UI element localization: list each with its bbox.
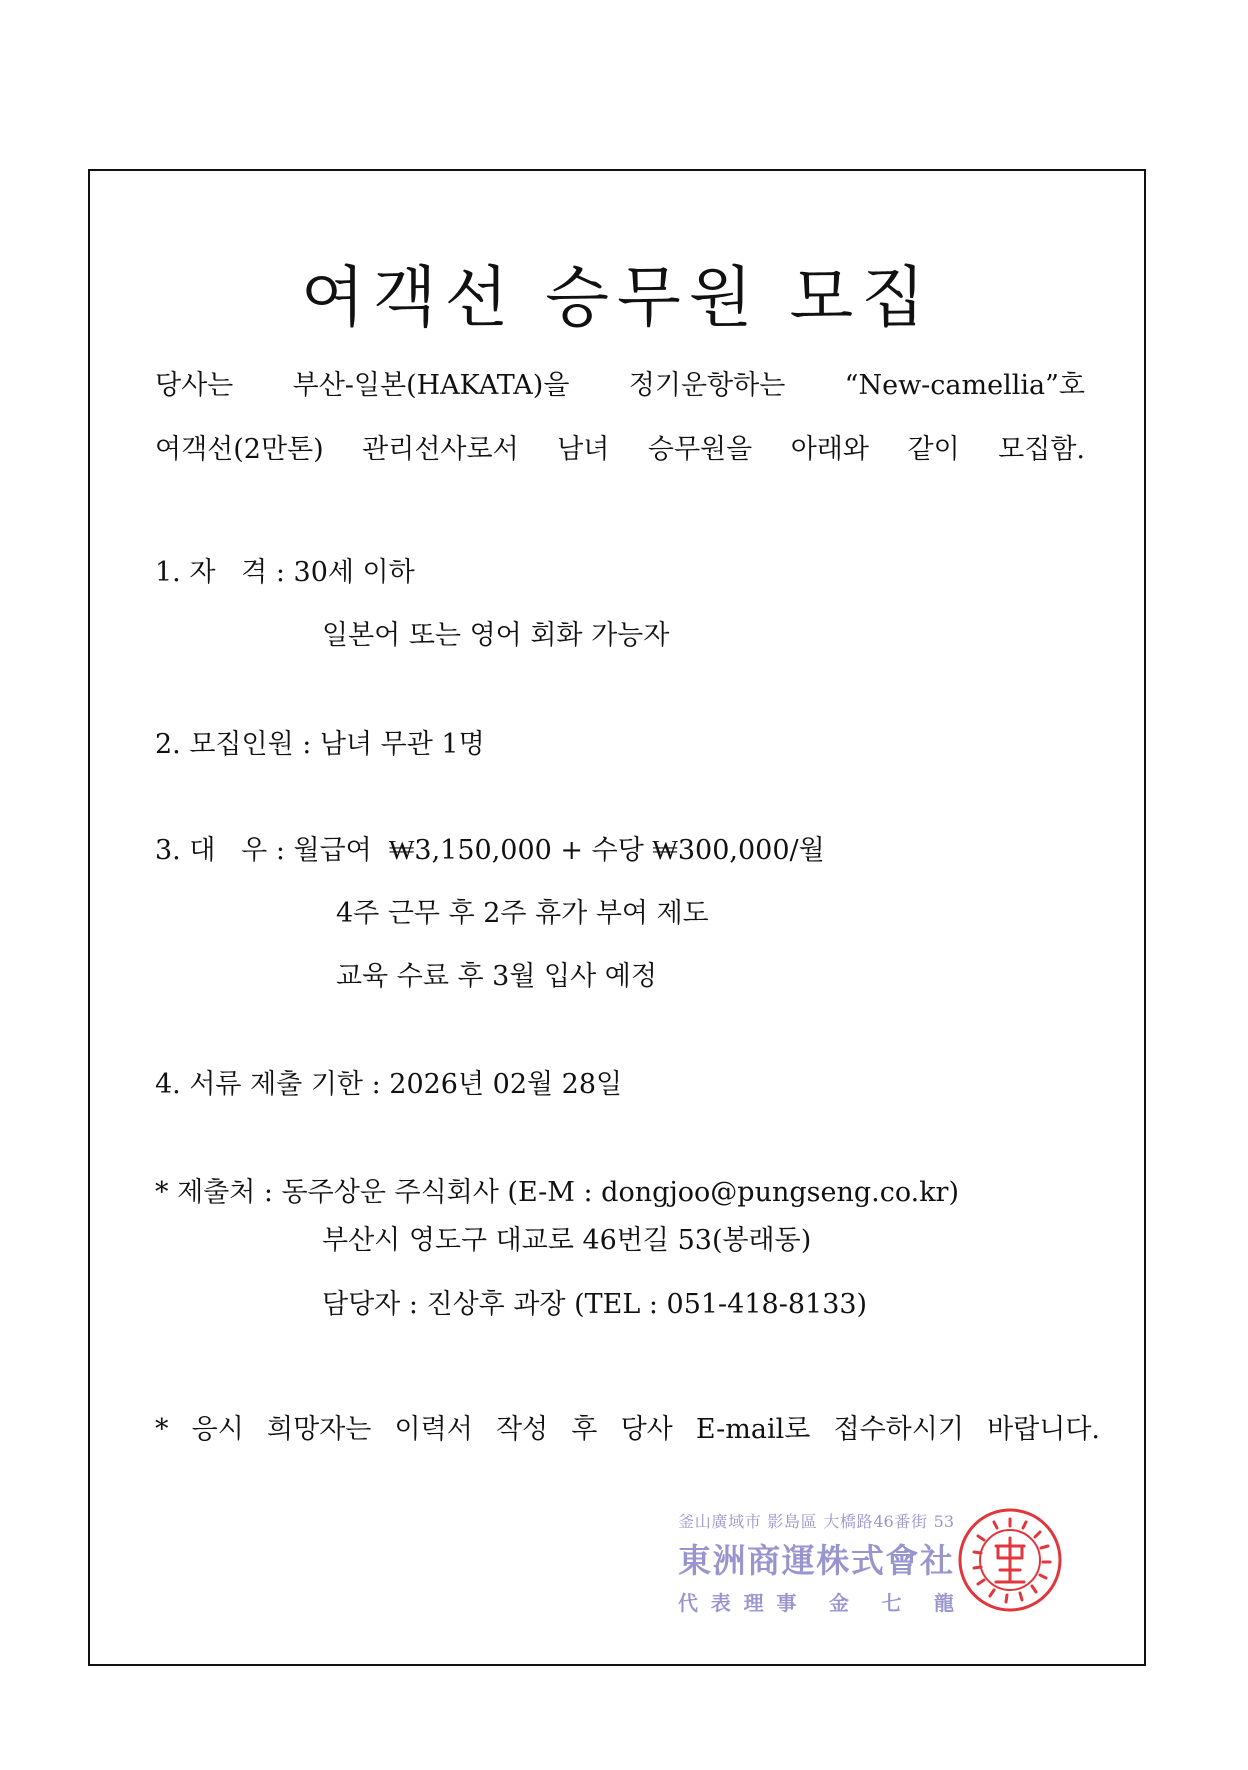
company-stamp-representative: 代表理事 金 七 龍 xyxy=(678,1591,954,1615)
submission-recipient: * 제출처 : 동주상운 주식회사 (E-M : dongjoo@pungseng.co.kr) xyxy=(155,1177,960,1208)
section-compensation-detail-1: 4주 근무 후 2주 휴가 부여 제도 xyxy=(336,898,709,929)
section-headcount: 2. 모집인원 : 남녀 무관 1명 xyxy=(155,729,485,760)
seal-shapes xyxy=(960,1510,1060,1610)
company-stamp-name: 東洲商運株式會社 xyxy=(678,1541,954,1580)
company-stamp-address: 釜山廣域市 影島區 大橋路46番街 53 xyxy=(678,1512,954,1531)
seal-center-marks xyxy=(996,1538,1024,1582)
submission-address: 부산시 영도구 대교로 46번길 53(봉래동) xyxy=(322,1225,812,1256)
page-title: 여객선 승무원 모집 xyxy=(300,259,933,336)
section-qualification-detail: 일본어 또는 영어 회화 가능자 xyxy=(322,620,670,651)
intro-line-1: 당사는 부산-일본(HAKATA)을 정기운항하는 “New-camellia”호 xyxy=(155,370,1085,401)
company-seal-icon xyxy=(956,1506,1064,1614)
section-compensation-detail-2: 교육 수료 후 3월 입사 예정 xyxy=(336,961,657,992)
section-compensation: 3. 대 우 : 월급여 ₩3,150,000 + 수당 ₩300,000/월 xyxy=(155,835,825,866)
application-note: * 응시 희망자는 이력서 작성 후 당사 E-mail로 접수하시기 바랍니다. xyxy=(155,1414,1100,1445)
intro-line-2: 여객선(2만톤) 관리선사로서 남녀 승무원을 아래와 같이 모집함. xyxy=(155,434,1085,465)
section-deadline: 4. 서류 제출 기한 : 2026년 02월 28일 xyxy=(155,1069,623,1100)
submission-contact: 담당자 : 진상후 과장 (TEL : 051-418-8133) xyxy=(322,1289,868,1320)
section-qualification: 1. 자 격 : 30세 이하 xyxy=(155,557,415,588)
